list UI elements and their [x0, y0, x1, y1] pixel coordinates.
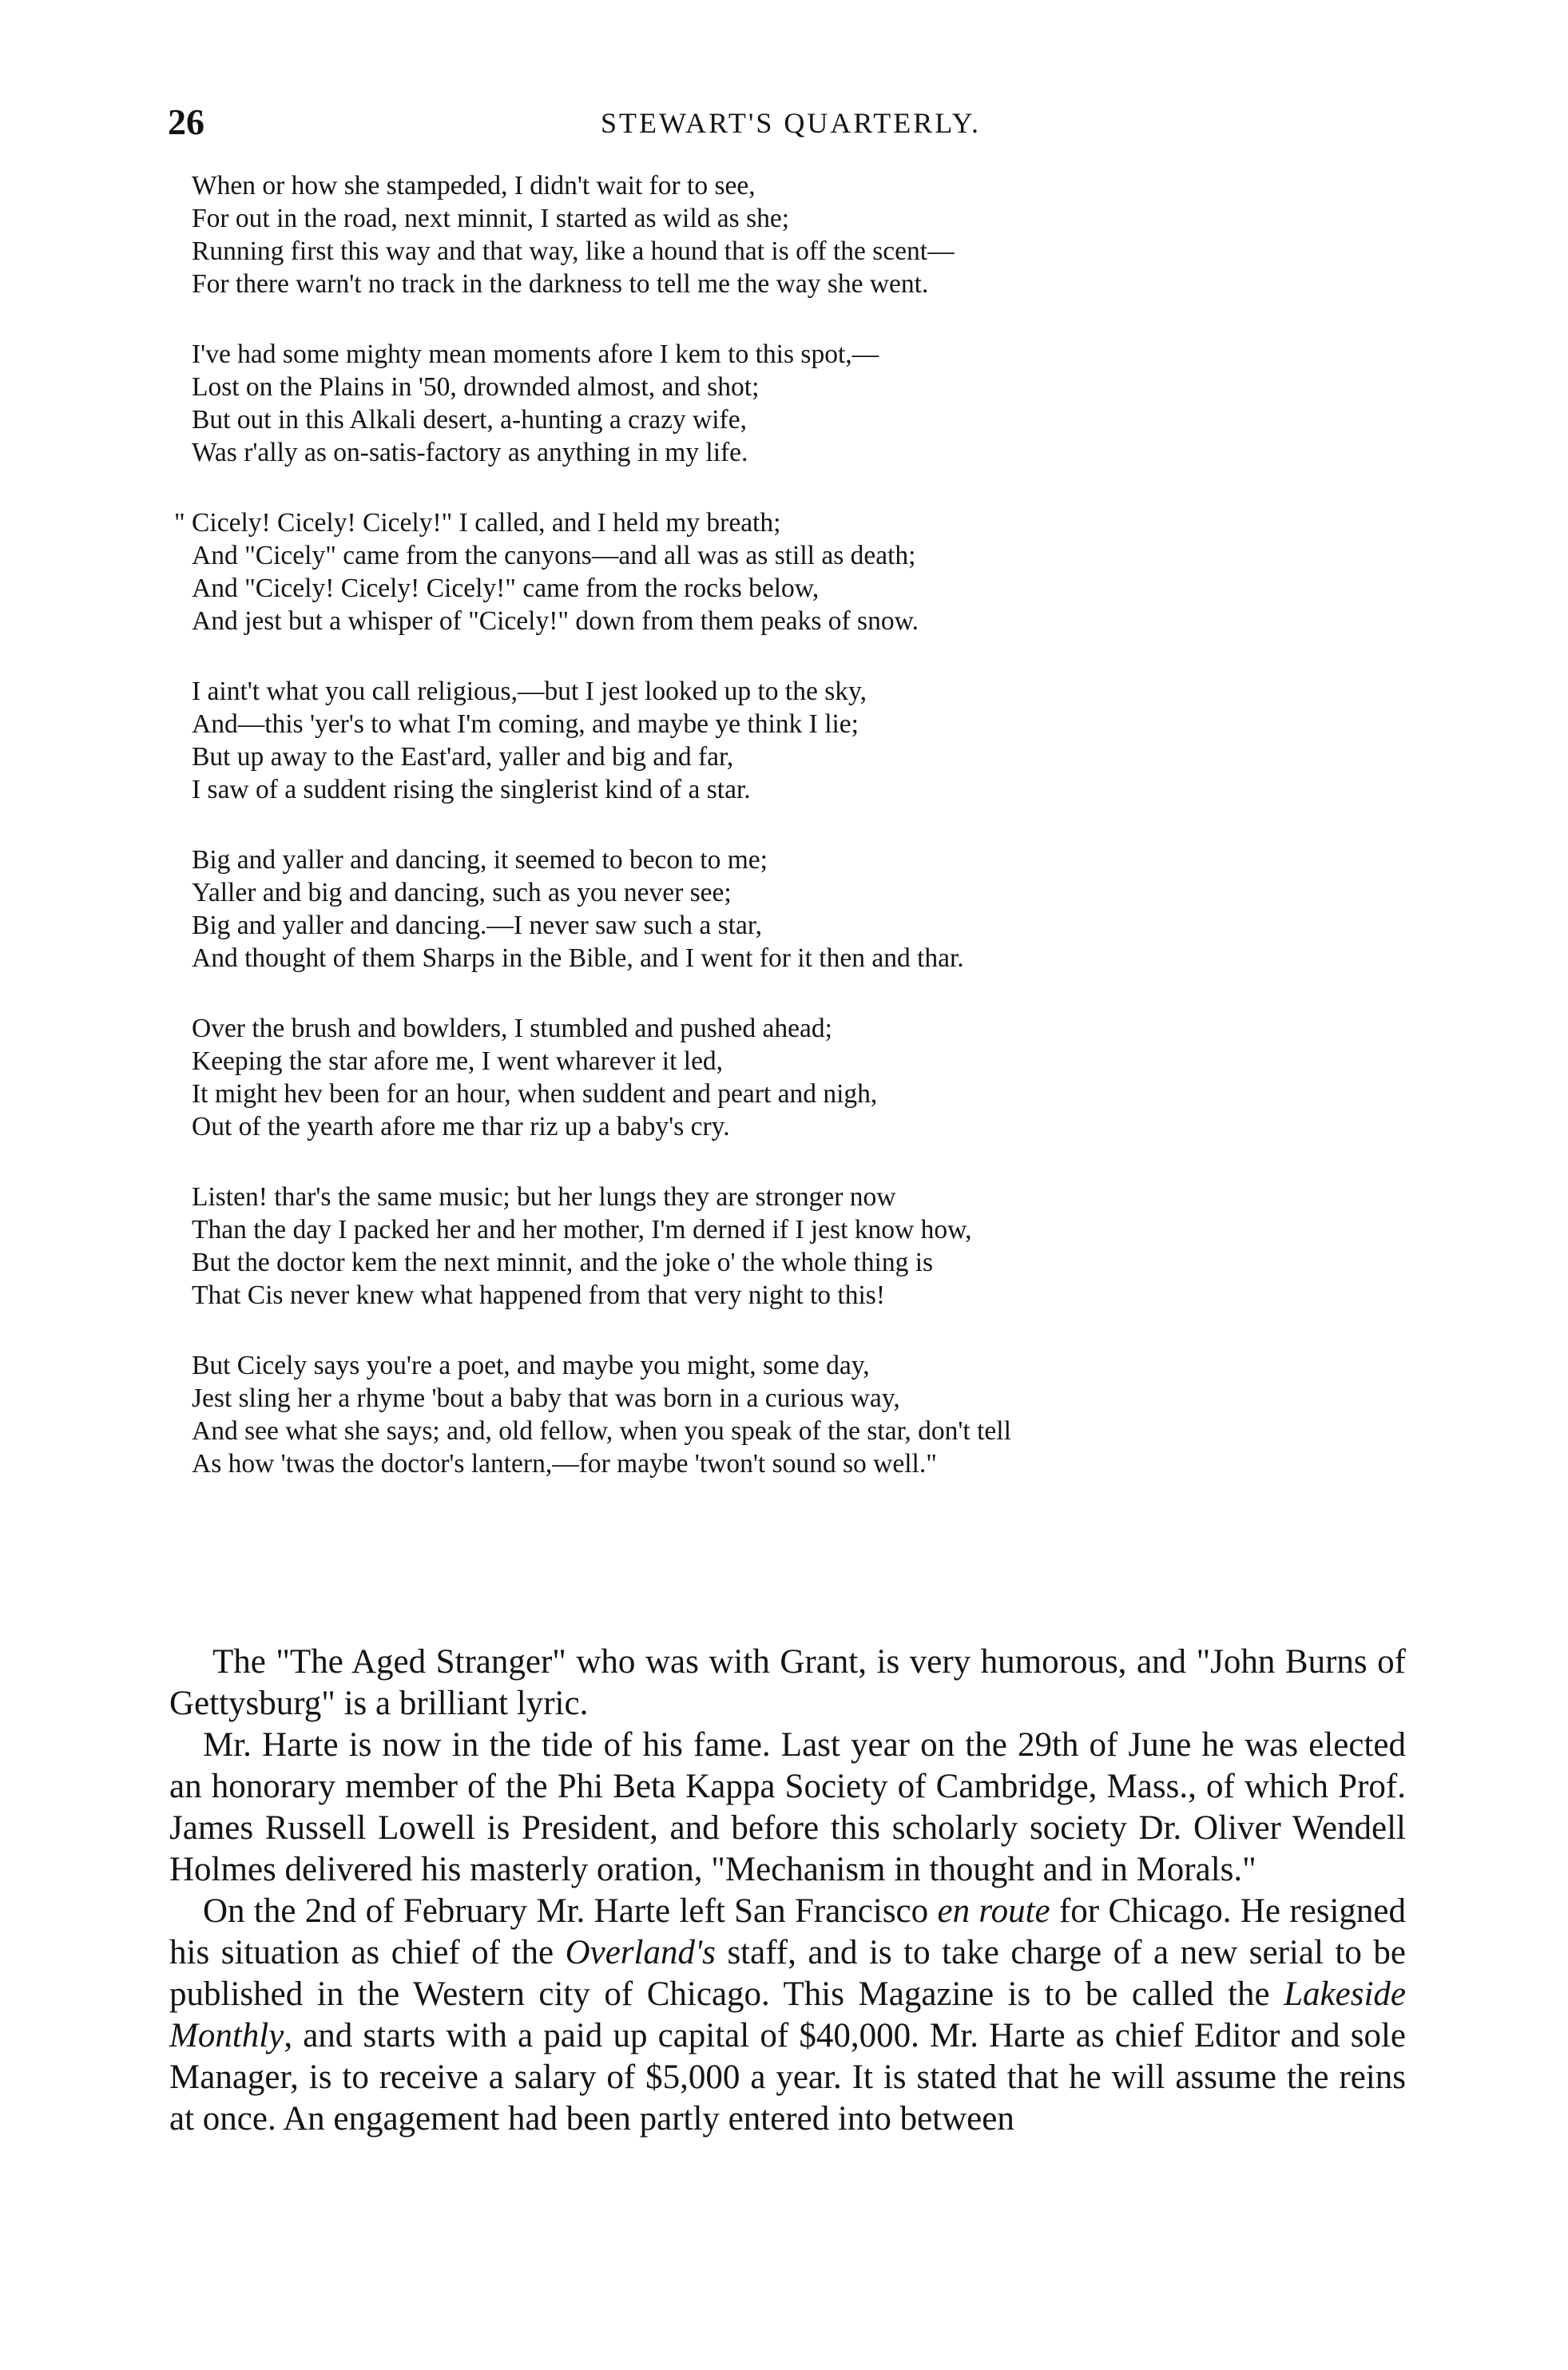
poem-line: But out in this Alkali desert, a-hunting a crazy wife, [192, 405, 747, 435]
poem-line: And see what she says; and, old fellow, when you speak of the star, don't tell [192, 1416, 1011, 1446]
poem-line: For there warn't no track in the darkness to tell me the way she went. [192, 269, 929, 299]
stanza-6 [192, 1012, 1438, 1143]
italic-title-overland: Overland's [565, 1934, 716, 1971]
poem-line: Out of the yearth afore me thar riz up a baby's cry. [192, 1112, 730, 1141]
poem-line: Was r'ally as on-satis-factory as anything in my life. [192, 438, 748, 467]
paragraph-text: staff, and is to take charge of a new serial to be published in the Western city of Chicago. This Magazine is to be called the [169, 1934, 1406, 2013]
paragraph-text: for Chicago. He resigned his situation as chief of the [169, 1892, 1406, 1971]
stanza-2 [192, 338, 1438, 469]
poem-line: When or how she stampeded, I didn't wait for to see, [192, 171, 756, 200]
poem-line: Over the brush and bowlders, I stumbled and pushed ahead; [192, 1014, 832, 1043]
poem-line: Than the day I packed her and her mother, I'm derned if I jest know how, [192, 1215, 972, 1245]
stanza-3 [174, 506, 1438, 637]
poem-line: Running first this way and that way, like a hound that is off the scent— [192, 236, 955, 266]
paragraph-aged-stranger: The "The Aged Stranger" who was with Grant, is very humorous, and "John Burns of Gettysburg" is a brilliant lyric. [169, 1643, 1406, 1722]
poem-line: It might hev been for an hour, when suddent and peart and nigh, [192, 1079, 878, 1109]
stanza-7 [192, 1181, 1438, 1312]
stanza-1 [192, 169, 1438, 300]
poem-line: Keeping the star afore me, I went wharever it led, [192, 1046, 724, 1076]
poem-line: But Cicely says you're a poet, and maybe you might, some day, [192, 1351, 870, 1380]
poem-line: " Cicely! Cicely! Cicely!" I called, and I held my breath; [174, 508, 781, 538]
italic-title-lakeside-monthly: Lakeside Monthly [169, 1975, 1406, 2054]
poem-line: And thought of them Sharps in the Bible, and I went for it then and thar. [192, 943, 964, 973]
paragraph-text: On the 2nd of February Mr. Harte left San Francisco [203, 1892, 938, 1930]
poem-line: I saw of a suddent rising the singlerist kind of a star. [192, 775, 751, 804]
paragraph-phi-beta-kappa: Mr. Harte is now in the tide of his fame. Last year on the 29th of June he was elected an honorary member of the Phi Beta Kappa Society of Cambridge, Mass., of which Prof. James Russell Lowell is President, and before this scholarly society Dr. Oliver Wendell Holmes delivered his masterly oration, "Mechanism in thought and in Morals." [169, 1726, 1406, 1888]
journal-title: STEWART'S QUARTERLY. [601, 107, 981, 139]
poem-line: And jest but a whisper of "Cicely!" down from them peaks of snow. [192, 606, 919, 636]
poem-line: That Cis never knew what happened from that very night to this! [192, 1280, 885, 1310]
poem [174, 169, 1438, 1518]
poem-line: Jest sling her a rhyme 'bout a baby that was born in a curious way, [192, 1383, 900, 1413]
poem-line: But up away to the East'ard, yaller and big and far, [192, 742, 734, 772]
body-text [169, 1642, 1406, 2140]
poem-line: As how 'twas the doctor's lantern,—for maybe 'twon't sound so well." [192, 1449, 937, 1479]
stanza-5 [192, 844, 1438, 975]
poem-line: For out in the road, next minnit, I started as wild as she; [192, 204, 790, 233]
italic-phrase-en-route: en route [937, 1892, 1050, 1930]
poem-line: And "Cicely" came from the canyons—and all was as still as death; [192, 541, 916, 570]
running-head [168, 94, 1406, 150]
poem-line: But the doctor kem the next minnit, and the joke o' the whole thing is [192, 1248, 934, 1277]
poem-line: Big and yaller and dancing, it seemed to becon to me; [192, 845, 768, 875]
poem-line: Lost on the Plains in '50, drownded almost, and shot; [192, 372, 760, 402]
stanza-4 [192, 675, 1438, 806]
page-number: 26 [168, 101, 204, 142]
poem-line: I've had some mighty mean moments afore I kem to this spot,— [192, 339, 879, 369]
poem-line: Listen! thar's the same music; but her lungs they are stronger now [192, 1182, 896, 1212]
poem-line: Yaller and big and dancing, such as you never see; [192, 878, 732, 907]
stanza-8 [192, 1349, 1438, 1480]
paragraph-text: , and starts with a paid up capital of $40,000. Mr. Harte as chief Editor and sole Manager, is to receive a salary of $5,000 a year. It is stated that he will assume the reins at once. An engagement had been partly entered into between [169, 2017, 1406, 2138]
poem-line: Big and yaller and dancing.—I never saw such a star, [192, 911, 763, 940]
paragraph-lakeside-monthly [169, 1891, 1406, 2140]
poem-line: I aint't what you call religious,—but I jest looked up to the sky, [192, 677, 867, 706]
poem-line: And—this 'yer's to what I'm coming, and maybe ye think I lie; [192, 709, 859, 739]
poem-line: And "Cicely! Cicely! Cicely!" came from the rocks below, [192, 574, 820, 603]
